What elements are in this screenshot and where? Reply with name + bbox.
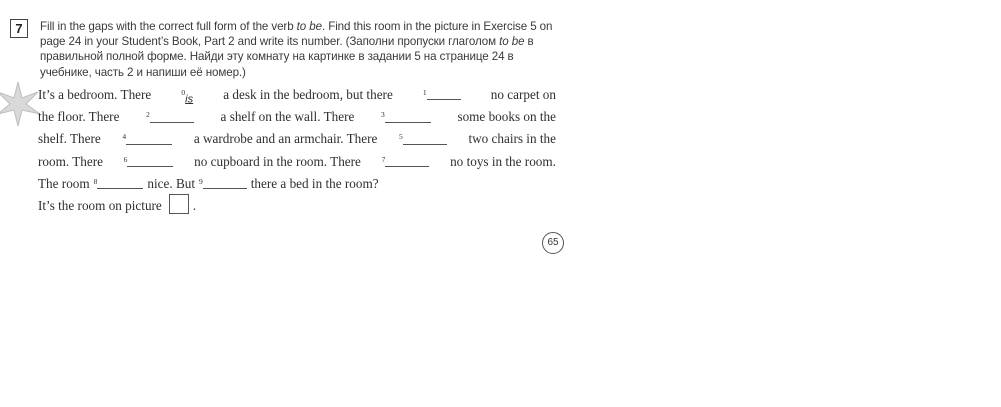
gap-0: [181, 84, 193, 106]
instructions-text-1: Fill in the gaps with the correct full form of the verb: [40, 20, 297, 33]
exercise-line-4: [38, 151, 556, 173]
gap-blank[interactable]: [150, 110, 194, 123]
gap-4[interactable]: [122, 128, 172, 150]
gap-1[interactable]: [423, 84, 461, 106]
example-answer: is: [185, 93, 194, 106]
line-text: a shelf on the wall. There: [220, 109, 355, 125]
gap-blank[interactable]: [126, 132, 172, 145]
line-text: a wardrobe and an armchair. There: [193, 131, 378, 147]
gap-index: 5: [399, 132, 403, 142]
picture-number-box[interactable]: [169, 194, 189, 214]
instructions-verb: to be: [296, 20, 322, 33]
gap-blank[interactable]: [203, 176, 247, 189]
line-text: The room: [38, 175, 90, 191]
gap-index: 6: [123, 154, 128, 164]
line-text: some books on the: [457, 109, 556, 125]
gap-blank[interactable]: [127, 154, 173, 167]
gap-index: 9: [199, 176, 203, 186]
page-number: 65: [542, 232, 564, 254]
gap-index: 7: [381, 154, 386, 164]
gap-index: 0: [181, 88, 186, 97]
gap-index: 8: [93, 176, 98, 186]
line-text: two chairs in the: [468, 131, 556, 147]
line-text: shelf. There: [38, 131, 101, 147]
line-text: the floor. There: [38, 109, 120, 125]
gap-2[interactable]: [146, 106, 194, 128]
line-text: It’s the room on picture: [38, 197, 162, 213]
star-decoration-icon: [0, 80, 42, 128]
line-text: no cupboard in the room. There: [194, 153, 361, 169]
line-text: a desk in the bedroom, but there: [223, 87, 393, 102]
gap-index: 3: [381, 110, 385, 120]
gap-index: 1: [422, 88, 427, 97]
instructions-verb-ru: to be: [499, 35, 525, 49]
exercise-text: [38, 84, 556, 217]
gap-blank[interactable]: [403, 132, 447, 145]
gap-3[interactable]: [381, 106, 431, 128]
exercise-line-1: [38, 84, 556, 106]
gap-index: 2: [146, 110, 150, 120]
gap-7[interactable]: [382, 151, 430, 173]
instructions-text-3: в правильной полной форме. Найди эту комнату на картинке в задании 5 на странице 24 в учебнике, часть 2 и напиши её номер.): [40, 35, 534, 79]
line-text: nice. But: [147, 175, 196, 191]
gap-5[interactable]: [399, 128, 447, 150]
exercise-line-6: [38, 195, 556, 217]
line-text: It’s a bedroom. There: [38, 87, 152, 102]
exercise-line-3: [38, 128, 556, 150]
line-text: there a bed in the room?: [250, 175, 379, 191]
gap-8[interactable]: [94, 173, 144, 195]
gap-blank[interactable]: [427, 87, 461, 100]
line-text: no carpet on: [490, 87, 556, 102]
exercise-line-5: [38, 173, 556, 195]
instructions-text-2: . Find this room in the picture in Exercise 5 on page 24 in your Student’s Book, Part 2 and write its number. (Заполни пропуски глаголом: [40, 20, 553, 49]
gap-blank[interactable]: [385, 154, 429, 167]
gap-blank[interactable]: [385, 110, 431, 123]
line-text: room. There: [38, 153, 103, 169]
gap-blank[interactable]: [97, 176, 143, 189]
exercise-line-2: [38, 106, 556, 128]
gap-index: 4: [122, 132, 127, 142]
line-text: no toys in the room.: [450, 153, 556, 169]
line-end: .: [192, 197, 197, 213]
task-instructions: [40, 19, 560, 80]
gap-9[interactable]: [199, 173, 247, 195]
gap-6[interactable]: [124, 151, 174, 173]
task-number: 7: [10, 19, 28, 38]
